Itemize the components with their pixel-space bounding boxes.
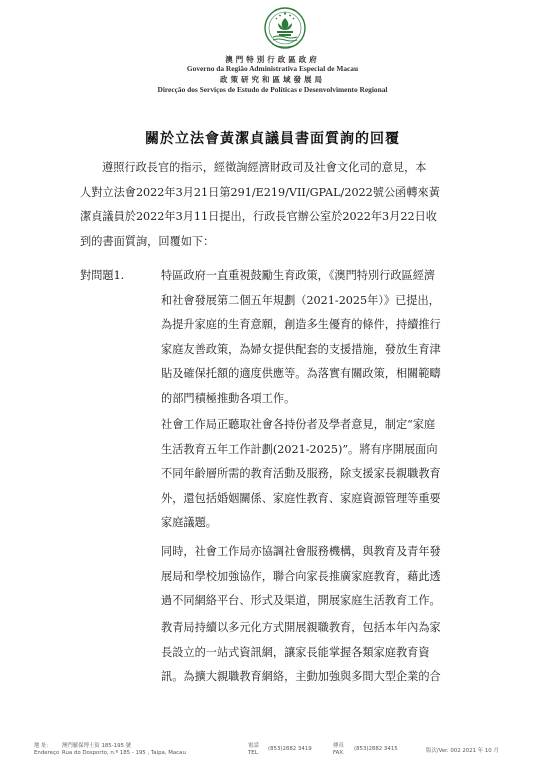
paragraph-line: 教青局持續以多元化方式開展親職教育，包括本年內為家 <box>161 621 441 634</box>
footer-tel-label-zh: 電話 <box>248 743 259 749</box>
footer-address-zh: 澳門羅保博士街 185-195 號 <box>62 743 132 749</box>
footer-address-label-zh: 地 址： <box>34 743 52 749</box>
intro-line: 到的書面質詢，回覆如下： <box>80 234 215 248</box>
header-bureau-name-zh: 政策研究和區域發展局 <box>220 75 325 84</box>
paragraph-line: 訊。為擴大親職教育網絡，主動加強與多間大型企業的合 <box>161 670 441 684</box>
footer-fax-number: (853)2882 3415 <box>354 746 398 752</box>
macau-emblem-icon <box>263 6 307 52</box>
document-title: 關於立法會黃潔貞議員書面質詢的回覆 <box>145 131 400 147</box>
footer-address-pt: Rua do Dosporto, n.º 185 - 195 , Taipa, Macau <box>62 750 186 756</box>
paragraph-line: 外，還包括婚姻關係、家庭性教育、家庭資源管理等重要 <box>161 491 441 505</box>
paragraph-line: 社會工作局正聽取社會各持份者及學者意見，制定“家庭 <box>161 418 436 431</box>
intro-line: 人對立法會2022年3月21日第291/E219/VII/GPAL/2022號公函轉來黃 <box>80 185 440 199</box>
footer-tel-label-en: TEL. <box>248 750 260 756</box>
paragraph-line: 家庭友善政策，為婦女提供配套的支援措施，發放生育津 <box>161 342 441 356</box>
paragraph-line: 家庭議題。 <box>161 516 217 530</box>
paragraph-line: 長設立的一站式資訊網，讓家長能掌握各類家庭教育資 <box>161 645 430 659</box>
question-label: 對問題1. <box>80 269 125 282</box>
footer-fax-label-en: FAX. <box>333 750 345 756</box>
paragraph-line: 貼及確保托額的適度供應等。為落實有關政策，相關範疇 <box>161 367 441 381</box>
answer-paragraph-3 <box>161 540 441 614</box>
header-org-name-zh: 澳門特別行政區政府 <box>225 55 320 64</box>
header-bureau-name-pt: Direcção dos Serviços de Estudo de Políticas e Desenvolvimento Regional <box>157 85 388 94</box>
page-footer <box>0 737 545 767</box>
answer-paragraph-2 <box>161 413 441 536</box>
footer-fax-label-zh: 傳真 <box>333 743 344 749</box>
header-org-name-pt: Governo da Região Administrativa Especial de Macau <box>186 64 359 73</box>
paragraph-line: 生活教育五年工作計劃(2021-2025)”。將有序開展面向 <box>161 442 438 456</box>
intro-paragraph <box>80 156 440 254</box>
answer-paragraph-1 <box>161 264 441 412</box>
answer-paragraph-4 <box>161 616 441 690</box>
footer-version: 版次/Ver. 002 2021 年 10 月 <box>426 748 499 754</box>
paragraph-line: 過不同網絡平台、形式及渠道，開展家庭生活教育工作。 <box>161 594 441 608</box>
paragraph-line: 為提升家庭的生育意願，創造多生優育的條件，持續推行 <box>161 318 441 332</box>
paragraph-line: 和社會發展第二個五年規劃（2021-2025年）》已提出， <box>161 293 440 307</box>
paragraph-line: 不同年齡層所需的教育活動及服務，除支援家長親職教育 <box>161 467 441 481</box>
footer-tel-number: (853)2882 3419 <box>268 746 312 752</box>
footer-address-label-pt: Endereço <box>34 750 60 756</box>
paragraph-line: 特區政府一直重視鼓勵生育政策，《澳門特別行政區經濟 <box>161 269 436 282</box>
intro-line: 遵照行政長官的指示，經徵詢經濟財政司及社會文化司的意見，本 <box>102 161 427 174</box>
paragraph-line: 展局和學校加強協作，聯合向家長推廣家庭教育，藉此透 <box>161 569 441 583</box>
paragraph-line: 同時，社會工作局亦協調社會服務機構，與教育及青年發 <box>161 545 441 558</box>
intro-line: 潔貞議員於2022年3月11日提出，行政長官辦公室於2022年3月22日收 <box>80 210 437 224</box>
paragraph-line: 的部門積極推動各項工作。 <box>161 391 296 405</box>
